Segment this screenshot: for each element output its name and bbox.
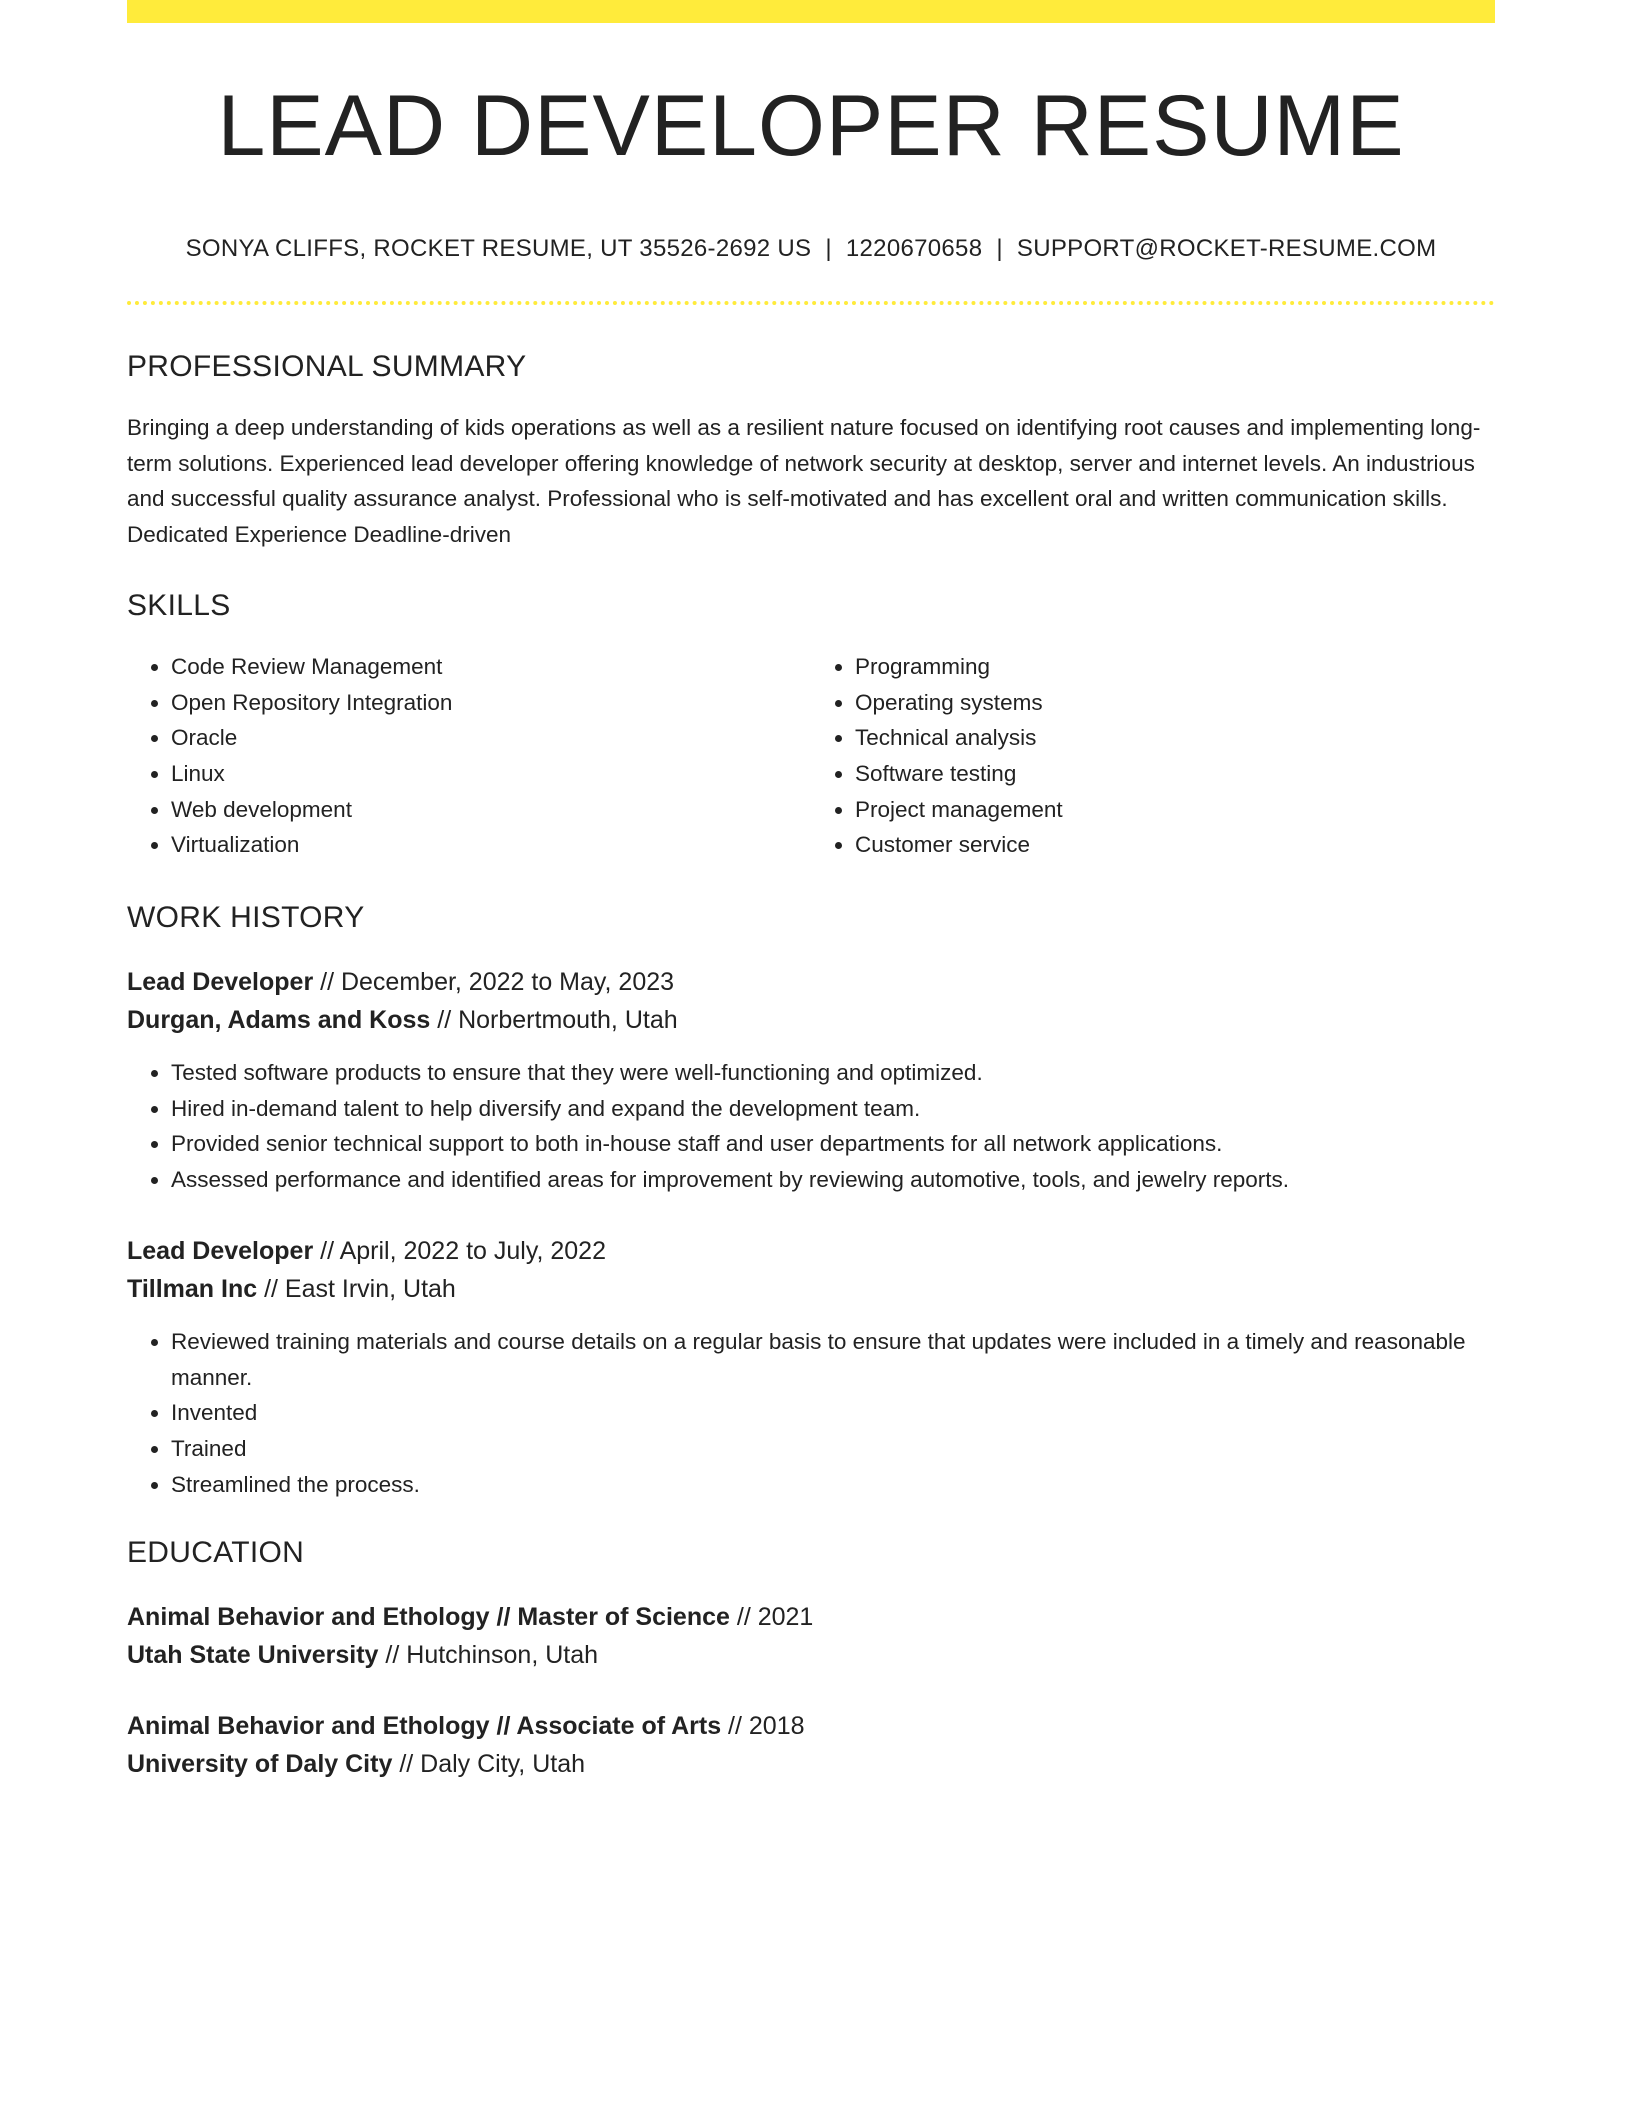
job-dates: // April, 2022 to July, 2022 <box>320 1236 606 1265</box>
job-entry <box>127 1232 1495 1503</box>
job-bullets <box>127 1055 1495 1198</box>
skills-column-left <box>127 649 811 863</box>
job-dates: // December, 2022 to May, 2023 <box>320 968 675 997</box>
education-school-line <box>127 1745 1495 1783</box>
skill-item: • Customer service <box>855 827 1495 863</box>
skill-item: • Open Repository Integration <box>171 685 811 721</box>
job-location: // Norbertmouth, Utah <box>437 1006 678 1035</box>
education-school: University of Daly City <box>127 1750 393 1779</box>
contact-phone: 1220670658 <box>845 235 983 262</box>
contact-email: SUPPORT@ROCKET-RESUME.COM <box>1016 235 1437 262</box>
skill-item: • Oracle <box>171 720 811 756</box>
skill-item: • Linux <box>171 756 811 792</box>
job-title-line <box>127 963 1495 1001</box>
contact-line <box>127 235 1495 263</box>
job-bullet: • Provided senior technical support to both in-house staff and user departments for all network applications. <box>171 1126 1495 1162</box>
contact-address: SONYA CLIFFS, ROCKET RESUME, UT 35526-2692 US <box>185 235 812 262</box>
job-entry <box>127 963 1495 1198</box>
job-company: Tillman Inc <box>127 1274 258 1303</box>
summary-text: Bringing a deep understanding of kids operations as well as a resilient nature focused on identifying root causes and implementing long-term solutions. Experienced lead developer offering knowledge of network security at desktop, server and internet levels. An industrious and successful quality assurance analyst. Professional who is self-motivated and has excellent oral and written communication skills. Dedicated Experience Deadline-driven <box>127 415 1481 548</box>
job-bullet: • Tested software products to ensure that they were well-functioning and optimized. <box>171 1055 1495 1091</box>
dotted-divider <box>127 301 1495 305</box>
work-history-heading: WORK HISTORY <box>127 901 365 935</box>
education-school: Utah State University <box>127 1641 379 1670</box>
job-company-line <box>127 1270 1495 1308</box>
resume-page <box>127 0 1495 1783</box>
education-year: // 2018 <box>728 1712 805 1741</box>
job-company-line <box>127 1001 1495 1039</box>
education-degree-line <box>127 1707 1495 1745</box>
job-bullet: • Hired in-demand talent to help diversify and expand the development team. <box>171 1091 1495 1127</box>
skill-item: • Programming <box>855 649 1495 685</box>
education-degree-line <box>127 1598 1495 1636</box>
contact-separator: | <box>996 235 1003 262</box>
skill-item: • Software testing <box>855 756 1495 792</box>
job-bullet: • Invented <box>171 1395 1495 1431</box>
skill-item: • Technical analysis <box>855 720 1495 756</box>
accent-bar <box>127 0 1495 23</box>
job-title: Lead Developer <box>127 1236 314 1265</box>
skills-grid <box>127 649 1495 863</box>
education-location: // Hutchinson, Utah <box>385 1641 599 1670</box>
job-bullet: • Assessed performance and identified areas for improvement by reviewing automotive, tools, and jewelry reports. <box>171 1162 1495 1198</box>
job-bullet: • Streamlined the process. <box>171 1467 1495 1503</box>
job-bullets <box>127 1324 1495 1503</box>
education-entry <box>127 1707 1495 1783</box>
education-school-line <box>127 1636 1495 1674</box>
education-year: // 2021 <box>736 1603 814 1632</box>
education-degree: Animal Behavior and Ethology // Associate of Arts <box>127 1712 722 1741</box>
job-location: // East Irvin, Utah <box>264 1274 456 1303</box>
contact-separator: | <box>825 235 832 262</box>
job-title: Lead Developer <box>127 968 314 997</box>
job-bullet: • Trained <box>171 1431 1495 1467</box>
skill-item: • Code Review Management <box>171 649 811 685</box>
skill-item: • Operating systems <box>855 685 1495 721</box>
education-heading: EDUCATION <box>127 1536 305 1570</box>
skills-heading: SKILLS <box>127 588 231 622</box>
skill-item: • Virtualization <box>171 827 811 863</box>
education-entry <box>127 1598 1495 1674</box>
summary-heading: PROFESSIONAL SUMMARY <box>127 350 527 383</box>
job-title-line <box>127 1232 1495 1270</box>
education-location: // Daly City, Utah <box>399 1750 586 1779</box>
skills-column-right <box>811 649 1495 863</box>
education-degree: Animal Behavior and Ethology // Master of Science <box>127 1603 730 1632</box>
job-company: Durgan, Adams and Koss <box>127 1006 431 1035</box>
resume-title: LEAD DEVELOPER RESUME <box>217 78 1405 174</box>
job-bullet: • Reviewed training materials and course details on a regular basis to ensure that updates were included in a timely and reasonable manner. <box>171 1324 1495 1395</box>
skill-item: • Web development <box>171 792 811 828</box>
skill-item: • Project management <box>855 792 1495 828</box>
